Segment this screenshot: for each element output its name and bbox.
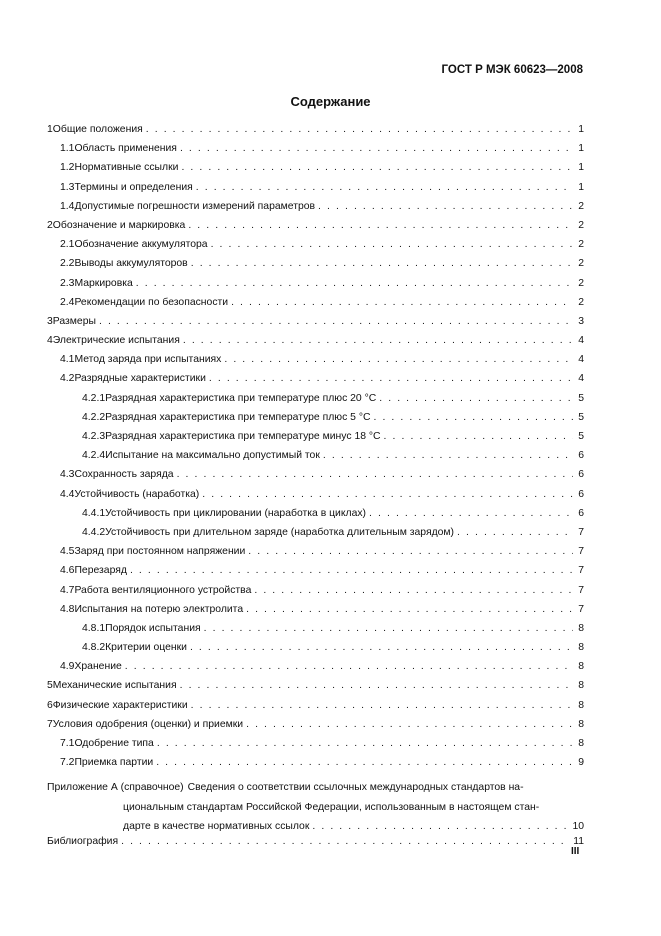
- toc-entry-number: 3: [47, 315, 53, 327]
- leader-dots: [180, 680, 573, 691]
- toc-entry-number: 5: [47, 680, 53, 692]
- toc-entry: [47, 719, 584, 738]
- leader-dots: [196, 182, 573, 193]
- leader-dots: [146, 124, 573, 135]
- toc-entry-page: 2: [578, 219, 584, 231]
- leader-dots: [130, 565, 573, 576]
- toc-entry-number: 4.2.2: [82, 411, 106, 423]
- toc-entry: [47, 508, 584, 527]
- page-number-roman: III: [571, 846, 580, 857]
- toc-entry-title: Заряд при постоянном напряжении: [74, 546, 246, 558]
- toc-entry-number: 4.1: [60, 354, 75, 366]
- toc-entry: [47, 489, 584, 508]
- toc-entry-page: 8: [578, 738, 584, 749]
- toc-entry-title: Сохранность заряда: [74, 469, 174, 481]
- toc-entry: [47, 431, 584, 450]
- toc-entry: [47, 258, 584, 277]
- toc-entry-title: Нормативные ссылки: [74, 162, 179, 174]
- toc-entry-number: 1.2: [60, 162, 75, 174]
- toc-entry-number: 4.6: [60, 565, 75, 577]
- toc-entry-title: Выводы аккумуляторов: [74, 258, 188, 270]
- toc-entry: [47, 297, 584, 316]
- toc-entry-title: Размеры: [52, 315, 96, 327]
- leader-dots: [157, 738, 573, 749]
- toc-entry-number: 2.3: [60, 277, 75, 289]
- toc-entry: [47, 335, 584, 354]
- toc-entry-title: Физические характеристики: [52, 699, 188, 711]
- toc-entry-page: 1: [578, 124, 584, 135]
- toc-entry-title: Хранение: [74, 661, 122, 673]
- leader-dots: [202, 489, 573, 500]
- toc-entry: [47, 239, 584, 258]
- toc-entry-page: 5: [578, 431, 584, 442]
- toc-entry-title: Разрядная характеристика при температуре плюс 5 °С: [105, 411, 371, 423]
- toc-entry-page: 5: [578, 392, 584, 404]
- toc-entry-page: 8: [578, 661, 584, 673]
- leader-dots: [384, 431, 573, 442]
- toc-entry-page: 2: [578, 296, 584, 308]
- toc-entry-page: 1: [578, 162, 584, 174]
- leader-dots: [211, 239, 573, 250]
- toc-entry-page: 2: [578, 200, 584, 212]
- toc-entry: [47, 450, 584, 469]
- toc-entry-title: Метод заряда при испытаниях: [74, 354, 222, 366]
- toc-entry: [47, 604, 584, 623]
- toc-entry-page: 9: [578, 757, 584, 769]
- toc-entry-page: 7: [578, 546, 584, 558]
- toc-entry-page: 8: [578, 718, 584, 730]
- toc-entry-title: Обозначение аккумулятора: [74, 239, 208, 251]
- toc-entry: [47, 124, 584, 143]
- bibliography-entry: [47, 836, 584, 855]
- leader-dots: [191, 258, 573, 269]
- leader-dots: [248, 546, 573, 557]
- toc-entry: [47, 661, 584, 680]
- leader-dots: [457, 527, 573, 538]
- toc-entry-page: 8: [578, 622, 584, 634]
- toc-entry: [47, 373, 584, 392]
- leader-dots: [190, 642, 573, 653]
- toc-entry: [47, 700, 584, 719]
- toc-entry-page: 6: [578, 488, 584, 500]
- leader-dots: [312, 817, 567, 836]
- toc-entry-page: 7: [578, 603, 584, 615]
- toc-entry-number: 7.1: [60, 738, 75, 749]
- annex-label: Приложение А (справочное): [47, 782, 184, 794]
- toc-entry-page: 4: [578, 354, 584, 366]
- leader-dots: [254, 585, 573, 596]
- toc-entry-title: Устойчивость при циклировании (наработка в циклах): [105, 507, 367, 519]
- toc-entry-title: Работа вентиляционного устройства: [74, 584, 252, 596]
- toc-entry-title: Условия одобрения (оценки) и приемки: [52, 718, 244, 730]
- toc-entry-page: 1: [578, 181, 584, 193]
- leader-dots: [379, 393, 573, 404]
- toc-entry-title: Перезаряд: [74, 565, 127, 577]
- leader-dots: [181, 162, 573, 173]
- toc-entry-number: 4.2.3: [82, 431, 106, 442]
- toc-entry-number: 4.8.2: [82, 642, 106, 654]
- leader-dots: [121, 836, 567, 847]
- toc-entry: [47, 162, 584, 181]
- toc-entry-page: 2: [578, 277, 584, 289]
- toc-entry-number: 2.2: [60, 258, 75, 270]
- toc-entry-number: 4.7: [60, 584, 75, 596]
- toc-entry-number: 4.5: [60, 546, 75, 558]
- leader-dots: [99, 316, 573, 327]
- toc-list: [47, 124, 584, 776]
- toc-entry-page: 7: [578, 526, 584, 538]
- leader-dots: [224, 354, 573, 365]
- toc-entry-number: 7: [47, 718, 53, 730]
- toc-entry: [47, 182, 584, 201]
- toc-entry-number: 6: [47, 699, 53, 711]
- toc-entry-title: Рекомендации по безопасности: [74, 296, 229, 308]
- toc-entry-number: 2: [47, 219, 53, 231]
- annex-text-line: циональным стандартам Российской Федерации, использованным в настоящем стан-: [123, 801, 540, 813]
- toc-entry: [47, 565, 584, 584]
- toc-entry-page: 6: [578, 450, 584, 462]
- toc-entry-page: 2: [578, 258, 584, 270]
- annex-text-line: Сведения о соответствии ссылочных международных стандартов на-: [187, 782, 524, 794]
- toc-entry-number: 1.3: [60, 181, 75, 193]
- leader-dots: [180, 143, 573, 154]
- leader-dots: [246, 604, 573, 615]
- toc-entry: [47, 316, 584, 335]
- toc-entry-title: Допустимые погрешности измерений параметров: [74, 200, 316, 212]
- toc-entry: [47, 393, 584, 412]
- toc-entry-number: 1.4: [60, 200, 75, 212]
- toc-entry-page: 8: [578, 699, 584, 711]
- leader-dots: [183, 335, 573, 346]
- toc-entry-number: 4.4.2: [82, 526, 106, 538]
- document-code: ГОСТ Р МЭК 60623—2008: [441, 64, 583, 76]
- toc-entry: [47, 623, 584, 642]
- toc-entry: [47, 546, 584, 565]
- toc-entry: [47, 220, 584, 239]
- toc-entry-number: 4.4: [60, 488, 75, 500]
- toc-entry-page: 8: [578, 642, 584, 654]
- toc-entry-title: Область применения: [74, 143, 177, 155]
- toc-entry: [47, 585, 584, 604]
- toc-entry-number: 4.9: [60, 661, 75, 673]
- toc-entry: [47, 527, 584, 546]
- leader-dots: [246, 719, 573, 730]
- annex-text-line-3: [47, 817, 584, 836]
- leader-dots: [136, 278, 573, 289]
- leader-dots: [204, 623, 573, 634]
- leader-dots: [191, 700, 573, 711]
- leader-dots: [156, 757, 573, 768]
- toc-entry-number: 4.2.1: [82, 392, 106, 404]
- toc-entry: [47, 680, 584, 699]
- annex-text-line-2: [47, 798, 584, 817]
- toc-entry: [47, 757, 584, 776]
- toc-entry-title: Электрические испытания: [52, 335, 180, 347]
- toc-entry-number: 4.8: [60, 603, 75, 615]
- bibliography-label: Библиография: [47, 835, 119, 847]
- toc-entry-page: 2: [578, 239, 584, 251]
- toc-entry-page: 6: [578, 469, 584, 481]
- toc-entry-page: 1: [578, 143, 584, 155]
- toc-entry-title: Разрядная характеристика при температуре плюс 20 °С: [105, 392, 377, 404]
- toc-entry-title: Разрядные характеристики: [74, 373, 206, 385]
- toc-entry: [47, 278, 584, 297]
- toc-entry: [47, 412, 584, 431]
- leader-dots: [209, 373, 573, 384]
- leader-dots: [125, 661, 573, 672]
- toc-entry-title: Испытание на максимально допустимый ток: [105, 450, 320, 462]
- toc-entry-title: Порядок испытания: [105, 622, 201, 634]
- toc-entry-page: 5: [578, 411, 584, 423]
- annex-text: [188, 778, 584, 797]
- toc-entry-number: 4.8.1: [82, 622, 106, 634]
- annex-page: 10: [572, 820, 584, 832]
- leader-dots: [373, 412, 573, 423]
- toc-entry: [47, 642, 584, 661]
- annex-entry: [47, 778, 584, 836]
- table-of-contents: [47, 124, 584, 855]
- toc-entry: [47, 738, 584, 757]
- toc-entry-number: 7.2: [60, 757, 75, 769]
- toc-entry-number: 2.4: [60, 296, 75, 308]
- toc-entry-title: Обозначение и маркировка: [52, 219, 186, 231]
- toc-entry-page: 7: [578, 565, 584, 577]
- toc-entry-number: 1: [47, 124, 53, 135]
- page-title: Содержание: [290, 94, 371, 109]
- leader-dots: [177, 469, 573, 480]
- toc-entry: [47, 469, 584, 488]
- toc-entry-page: 4: [578, 335, 584, 347]
- toc-entry-number: 2.1: [60, 239, 75, 251]
- toc-entry-title: Общие положения: [52, 124, 143, 135]
- leader-dots: [369, 508, 573, 519]
- toc-entry-number: 4.4.1: [82, 507, 106, 519]
- toc-entry-number: 4.2.4: [82, 450, 106, 462]
- toc-entry-title: Устойчивость при длительном заряде (наработка длительным зарядом): [105, 526, 455, 538]
- toc-entry-title: Механические испытания: [52, 680, 177, 692]
- toc-entry-title: Термины и определения: [74, 181, 193, 193]
- toc-entry-page: 8: [578, 680, 584, 692]
- leader-dots: [231, 297, 573, 308]
- toc-entry-title: Испытания на потерю электролита: [74, 603, 244, 615]
- toc-entry-title: Устойчивость (наработка): [74, 488, 200, 500]
- toc-entry-title: Критерии оценки: [105, 642, 187, 654]
- toc-entry-title: Разрядная характеристика при температуре минус 18 °С: [105, 431, 381, 442]
- leader-dots: [323, 450, 573, 461]
- toc-entry: [47, 143, 584, 162]
- toc-entry-title: Приемка партии: [74, 757, 154, 769]
- leader-dots: [188, 220, 573, 231]
- toc-entry-number: 4.3: [60, 469, 75, 481]
- toc-entry-page: 6: [578, 507, 584, 519]
- toc-entry: [47, 354, 584, 373]
- toc-entry-page: 3: [578, 315, 584, 327]
- toc-entry-title: Маркировка: [74, 277, 133, 289]
- toc-entry-number: 4: [47, 335, 53, 347]
- toc-entry-title: Одобрение типа: [74, 738, 154, 749]
- toc-entry: [47, 201, 584, 220]
- leader-dots: [318, 201, 573, 212]
- bibliography-page: 11: [573, 835, 584, 847]
- toc-entry-page: 7: [578, 584, 584, 596]
- annex-text-line: дарте в качестве нормативных ссылок: [123, 820, 310, 832]
- toc-entry-number: 1.1: [60, 143, 75, 155]
- toc-entry-number: 4.2: [60, 373, 75, 385]
- toc-entry-page: 4: [578, 373, 584, 385]
